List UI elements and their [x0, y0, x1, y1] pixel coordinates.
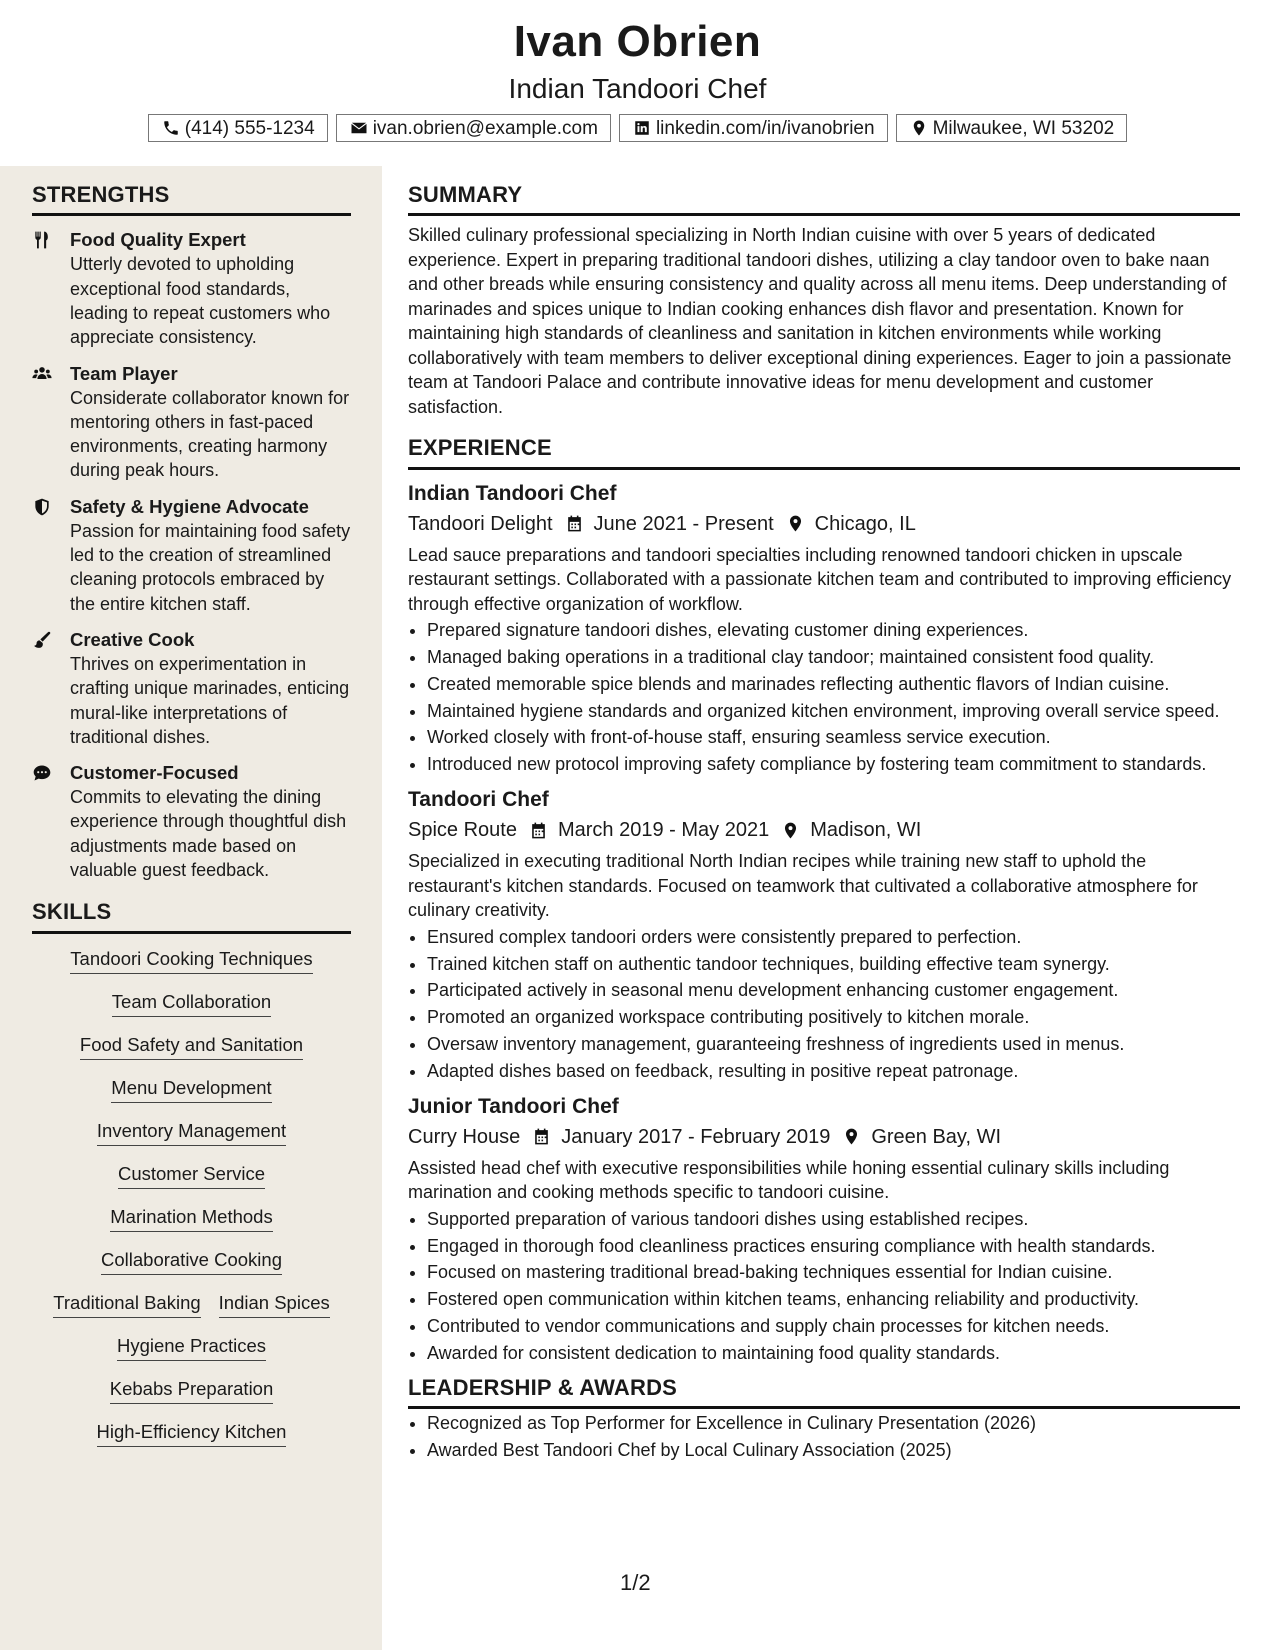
job-meta	[408, 509, 1240, 539]
shield-icon	[32, 497, 52, 517]
job-description: Specialized in executing traditional North Indian recipes while training new staff to uphold the restaurant's kitchen standards. Focused on teamwork that cultivated a collaborative atmosphere for culinary creativity.	[408, 851, 1198, 921]
list-item: • Maintained hygiene standards and organized kitchen environment, improving overall service speed.	[427, 699, 1240, 723]
job-description: Assisted head chef with executive responsibilities while honing essential culinary skills including marination and cooking methods specific to tandoori cuisine.	[408, 1157, 1170, 1203]
list-item: • Worked closely with front-of-house staff, ensuring seamless service execution.	[427, 725, 1240, 749]
users-icon	[32, 364, 52, 384]
contact-bar	[0, 114, 1275, 142]
skill-tag: Team Collaboration	[112, 991, 271, 1017]
list-item: • Recognized as Top Performer for Excellence in Culinary Presentation (2026)	[427, 1411, 1240, 1435]
job-dates: June 2021 - Present	[593, 512, 774, 535]
strength-desc: Utterly devoted to upholding exceptional food standards, leading to repeat customers who appreciate consistency.	[70, 254, 331, 348]
strength-item	[32, 495, 351, 616]
utensils-icon	[32, 230, 52, 250]
resume-header	[0, 0, 1275, 165]
awards-heading: LEADERSHIP & AWARDS	[408, 1375, 1240, 1409]
contact-phone[interactable]	[148, 114, 328, 142]
strength-item	[32, 761, 351, 882]
job-bullets	[408, 618, 1240, 776]
list-item: • Trained kitchen staff on authentic tandoor techniques, building effective team synergy.	[427, 952, 1240, 976]
skill-tag: Collaborative Cooking	[101, 1249, 282, 1275]
location-icon	[786, 514, 805, 533]
strength-desc: Passion for maintaining food safety led to the creation of streamlined cleaning protocols embraced by the entire kitchen staff.	[70, 520, 351, 614]
summary-text: Skilled culinary professional specializing in North Indian cuisine with over 5 years of dedicated experience. Expert in preparing traditional tandoori dishes, utilizing a clay tandoor oven to bake naan and other breads while ensuring consistency and quality across all menu items. Deep understanding of marinades and spices unique to Indian cooking enhances dish flavor and presentation. Known for maintaining high standards of cleanliness and sanitation in kitchen environments while working collaboratively with team members to deliver exceptional dining experiences. Eager to join a passionate team at Tandoori Palace and contribute innovative ideas for menu development and customer satisfaction.	[408, 225, 1232, 417]
sidebar	[0, 166, 382, 1650]
job-meta	[408, 1122, 1240, 1152]
skill-tag: Customer Service	[118, 1163, 265, 1189]
job-meta	[408, 815, 1240, 845]
strength-title: Creative Cook	[70, 628, 195, 650]
calendar-icon	[529, 821, 548, 840]
job-dates: January 2017 - February 2019	[561, 1125, 831, 1148]
strength-desc: Considerate collaborator known for mentoring others in fast-paced environments, creating harmony during peak hours.	[70, 387, 350, 481]
list-item: • Created memorable spice blends and marinades reflecting authentic flavors of Indian cuisine.	[427, 672, 1240, 696]
contact-phone-text: (414) 555-1234	[184, 117, 315, 139]
phone-icon	[162, 119, 180, 137]
candidate-title: Indian Tandoori Chef	[508, 73, 767, 104]
skill-tag: Menu Development	[111, 1077, 271, 1103]
skill-tag: Tandoori Cooking Techniques	[70, 948, 312, 974]
job-company: Tandoori Delight	[408, 512, 553, 535]
contact-email[interactable]	[336, 114, 611, 142]
contact-location[interactable]	[896, 114, 1128, 142]
candidate-name: Ivan Obrien	[513, 17, 762, 66]
list-item: • Contributed to vendor communications and supply chain processes for kitchen needs.	[427, 1314, 1240, 1338]
job-location: Green Bay, WI	[871, 1125, 1001, 1148]
list-item: • Fostered open communication within kitchen teams, enhancing reliability and productivity.	[427, 1287, 1240, 1311]
skills-heading: SKILLS	[32, 899, 351, 933]
strengths-heading: STRENGTHS	[32, 182, 351, 216]
list-item: • Oversaw inventory management, guaranteeing freshness of ingredients used in menus.	[427, 1032, 1240, 1056]
list-item: • Focused on mastering traditional bread-baking techniques essential for Indian cuisine.	[427, 1260, 1240, 1284]
strength-desc: Thrives on experimentation in crafting unique marinades, enticing mural-like interpretations of traditional dishes.	[70, 653, 350, 747]
location-icon	[842, 1127, 861, 1146]
list-item: • Prepared signature tandoori dishes, elevating customer dining experiences.	[427, 618, 1240, 642]
strength-item	[32, 228, 351, 349]
awards-list	[408, 1411, 1240, 1462]
skill-tag: Hygiene Practices	[117, 1335, 266, 1361]
calendar-icon	[532, 1127, 551, 1146]
job-title: Junior Tandoori Chef	[408, 1094, 619, 1118]
main-column	[408, 166, 1240, 1465]
strength-title: Safety & Hygiene Advocate	[70, 495, 309, 517]
skill-tag: Food Safety and Sanitation	[80, 1034, 303, 1060]
job-entry	[408, 1093, 1240, 1365]
job-description: Lead sauce preparations and tandoori specialties including renowned tandoori chicken in upscale restaurant settings. Collaborated with a passionate kitchen team and contributed to improving efficiency through effective organization of workflow.	[408, 544, 1232, 614]
contact-email-text: ivan.obrien@example.com	[372, 117, 598, 139]
list-item: • Supported preparation of various tandoori dishes using established recipes.	[427, 1207, 1240, 1231]
list-item: • Awarded Best Tandoori Chef by Local Culinary Association (2025)	[427, 1438, 1240, 1462]
job-bullets	[408, 1207, 1240, 1365]
job-entry	[408, 786, 1240, 1082]
summary-heading: SUMMARY	[408, 182, 1240, 216]
list-item: • Managed baking operations in a traditional clay tandoor; maintained consistent food quality.	[427, 645, 1240, 669]
job-title: Tandoori Chef	[408, 788, 549, 812]
strength-title: Team Player	[70, 362, 178, 384]
contact-linkedin[interactable]	[619, 114, 888, 142]
list-item: • Awarded for consistent dedication to maintaining food quality standards.	[427, 1341, 1240, 1365]
job-bullets	[408, 925, 1240, 1083]
list-item: • Adapted dishes based on feedback, resulting in positive repeat patronage.	[427, 1059, 1240, 1083]
list-item: • Engaged in thorough food cleanliness practices ensuring compliance with health standards.	[427, 1234, 1240, 1258]
skill-tag: High-Efficiency Kitchen	[97, 1421, 287, 1447]
skill-tag: Traditional Baking	[53, 1292, 200, 1318]
job-dates: March 2019 - May 2021	[557, 819, 770, 842]
contact-location-text: Milwaukee, WI 53202	[932, 117, 1115, 139]
list-item: • Ensured complex tandoori orders were consistently prepared to perfection.	[427, 925, 1240, 949]
list-item: • Promoted an organized workspace contributing positively to kitchen morale.	[427, 1005, 1240, 1029]
skills-list	[32, 948, 351, 1447]
comment-icon	[32, 763, 52, 783]
experience-heading: EXPERIENCE	[408, 435, 1240, 469]
calendar-icon	[565, 514, 584, 533]
list-item: • Introduced new protocol improving safety compliance by fostering team commitment to standards.	[427, 752, 1240, 776]
strength-item	[32, 362, 351, 483]
strength-desc: Commits to elevating the dining experience through thoughtful dish adjustments made based on valuable guest feedback.	[70, 787, 347, 881]
list-item: • Participated actively in seasonal menu development enhancing customer engagement.	[427, 978, 1240, 1002]
strength-title: Customer-Focused	[70, 762, 239, 784]
skill-tag: Inventory Management	[97, 1120, 286, 1146]
job-title: Indian Tandoori Chef	[408, 481, 617, 505]
strength-title: Food Quality Expert	[70, 229, 246, 251]
paintbrush-icon	[32, 630, 52, 650]
page-number: 1/2	[620, 1570, 651, 1595]
contact-linkedin-text: linkedin.com/in/ivanobrien	[655, 117, 875, 139]
job-company: Spice Route	[408, 819, 517, 842]
linkedin-icon	[633, 119, 651, 137]
job-location: Madison, WI	[810, 819, 922, 842]
location-icon	[910, 119, 928, 137]
skill-tag: Indian Spices	[219, 1292, 330, 1318]
email-icon	[350, 119, 368, 137]
job-entry	[408, 480, 1240, 776]
skill-tag: Marination Methods	[110, 1206, 272, 1232]
job-company: Curry House	[408, 1125, 521, 1148]
location-icon	[781, 821, 800, 840]
skill-tag: Kebabs Preparation	[110, 1378, 274, 1404]
strength-item	[32, 628, 351, 749]
job-location: Chicago, IL	[814, 512, 916, 535]
